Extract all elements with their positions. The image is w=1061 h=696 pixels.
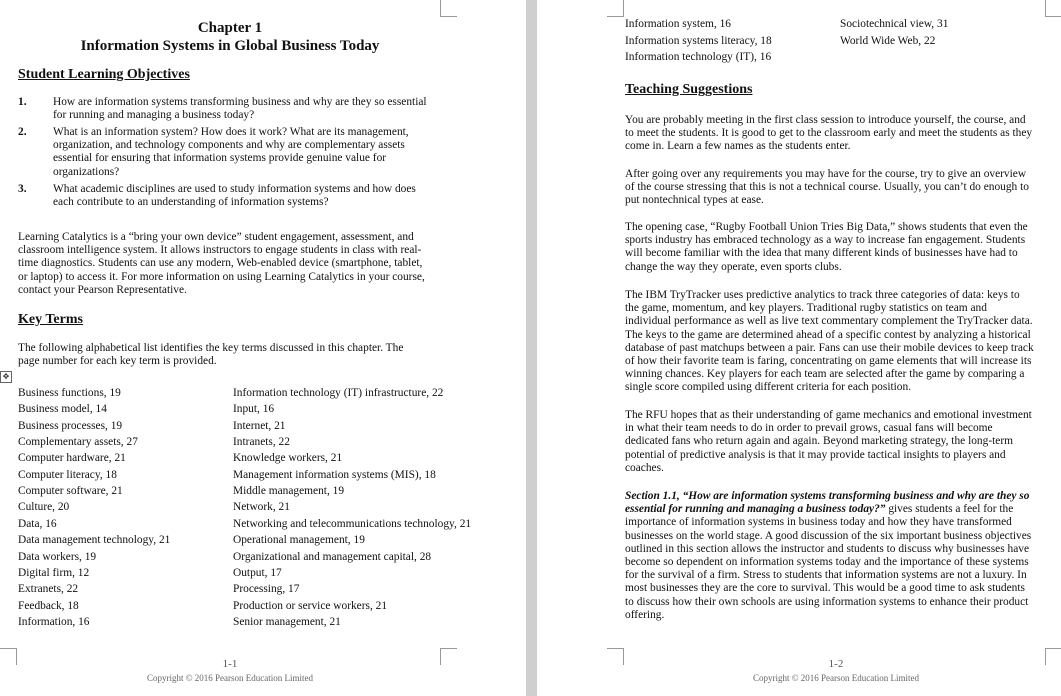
text-line: essential for ensuring that information systems provide genuine value for [53,152,387,165]
key-term: Management information systems (MIS), 18 [233,468,436,481]
margin-corner-mark [0,0,16,16]
text-fragment: gives students a feel for the [885,503,1014,516]
paragraph-trytracker [625,289,1050,395]
key-term: Internet, 21 [233,419,286,432]
paragraph-opening-case [625,221,1045,274]
text-line: contact your Pearson Representative. [18,283,187,296]
text-line: winning chances. Key players for each team are selected after the game by comparing a [625,368,1025,381]
text-line: of the course stressing that this is not a technical course. Usually, you can’t do enough to [625,181,1029,194]
key-term: Data management technology, 21 [18,534,171,547]
text-line: in what their team needs to do in order to prevail grows, casual fans will become [625,422,993,435]
text-line: classroom intelligence system. It allows instructors to engage students in class with real- [18,244,422,257]
paragraph-section-1-1 [625,490,1050,622]
key-term: Data workers, 19 [18,550,97,563]
table-move-handle-icon[interactable]: ✥ [0,371,12,383]
key-term: Business functions, 19 [18,387,121,399]
text-line: the game, momentum, and key players. Traditional rugby statistics on team and [625,302,987,315]
key-term: Information, 16 [18,615,90,628]
key-term: Sociotechnical view, 31 [840,18,949,30]
text-line: to discuss how their own schools are using information systems to enhance their product [625,595,1029,608]
objective-number: 1. [18,96,27,108]
key-term: Information systems literacy, 18 [625,34,772,47]
text-line: The RFU hopes that as their understanding of game mechanics and emotional investment [625,409,1032,421]
objective-number: 3. [18,183,27,195]
text-line: of how their favorite team is faring, concentrating on game elements that will increase its [625,355,1032,368]
text-line: each contribute to an understanding of information systems? [53,196,329,209]
text-line: The following alphabetical list identifies the key terms discussed in this chapter. The [18,342,404,354]
key-term: Computer software, 21 [18,485,123,498]
key-term: Intranets, 22 [233,436,290,449]
document-page-1 [0,0,526,696]
copyright-footer: Copyright © 2016 Pearson Education Limited [146,673,314,683]
key-term: Data, 16 [18,517,57,530]
key-term: Business processes, 19 [18,419,123,432]
objective-number: 2. [18,126,27,138]
objective-text [53,96,443,122]
text-line: individual performance as well as live text commentary complement the TryTracker data. [625,315,1033,328]
text-line: time diagnostics. Students can use any modern, Web-enabled device (smartphone, tablet, [18,257,423,270]
text-line: The IBM TryTracker uses predictive analytics to track three categories of data: keys to [625,289,1020,301]
text-line: organizations? [53,165,120,178]
key-term: Middle management, 19 [233,485,345,498]
paragraph-intro [625,114,1045,154]
key-term: Business model, 14 [18,403,107,416]
key-term: Extranets, 22 [18,583,79,596]
key-term: Information system, 16 [625,18,731,30]
objectives-heading: Student Learning Objectives [18,67,190,82]
text-line: come in. Learn a few names as the students enter. [625,140,851,153]
text-line: put nontechnical types at ease. [625,194,764,207]
key-term: Processing, 17 [233,583,300,596]
key-term: Organizational and management capital, 28 [233,550,432,563]
text-line: to meet the students. It is good to get to the classroom early and meet the students as they [625,127,1033,140]
teaching-suggestions-heading: Teaching Suggestions [625,82,753,97]
key-terms-heading: Key Terms [18,312,83,327]
key-term: Feedback, 18 [18,599,79,612]
key-term: World Wide Web, 22 [840,34,936,47]
text-line: businesses on the world stage. A good discussion of the six important business objectives [625,529,1032,542]
text-line-emphasis [625,490,1050,503]
section-reference: essential for running and managing a business today?” [625,503,886,516]
document-page-2 [537,0,1061,696]
key-term: Complementary assets, 27 [18,436,138,449]
key-term: Senior management, 21 [233,615,341,628]
text-line: How are information systems transforming business and why are they so essential [53,96,427,108]
page-number: 1-1 [222,658,238,670]
key-term: Information technology (IT) infrastructure, 22 [233,387,444,399]
text-line: potential of predictive analysis is that it may provide tactical insights to players and [625,448,1006,461]
text-line: for running and managing a business today? [53,109,255,122]
text-line: outlined in this section allows the instructor and students to discuss why businesses have [625,542,1030,555]
key-term: Culture, 20 [18,501,70,514]
key-term: Network, 21 [233,501,290,514]
text-line: or laptop) to access it. For more information on using Learning Catalytics in your course, [18,270,425,283]
paragraph-rfu [625,409,1045,475]
text-line: most businesses they are the core to survival. This would be a good time to ask students [625,582,1025,595]
text-line: change the way they operate, even sports clubs. [625,260,842,273]
learning-catalytics-paragraph [18,231,438,297]
key-term: Networking and telecommunications technology, 21 [233,517,472,530]
text-line: dedicated fans who return again and again. Beyond marketing strategy, the long-term [625,435,1013,448]
text-line: You are probably meeting in the first class session to introduce yourself, the course, and [625,114,1026,126]
key-term: Information technology (IT), 16 [625,51,772,63]
text-line: The keys to the game are determined ahead of a specific contest by analyzing a historical [625,328,1031,341]
margin-corner-mark [440,0,457,17]
text-line: page number for each key term is provided. [18,355,217,368]
text-line-emphasis [625,503,1050,516]
key-term: Operational management, 19 [233,534,365,547]
text-line: will become familiar with the idea that many different kinds of businesses have had to [625,247,1018,260]
section-reference: Section 1.1, “How are information systems transforming business and why are they so [625,490,1030,502]
key-term: Computer literacy, 18 [18,468,117,481]
text-line: Learning Catalytics is a “bring your own device” student engagement, assessment, and [18,231,414,243]
key-term: Computer hardware, 21 [18,452,126,465]
margin-corner-mark [1045,0,1061,17]
chapter-label: Chapter 1 [197,20,263,36]
text-line: The opening case, “Rugby Football Union Tries Big Data,” shows students that even the [625,221,1028,233]
margin-corner-mark [607,0,624,17]
objective-text [53,126,443,179]
text-line: for the survival of a firm. Stress to students that information systems are not a luxury. In [625,569,1027,582]
page-number: 1-2 [828,658,844,670]
text-line: After going over any requirements you may have for the course, try to give an overview [625,168,1027,180]
text-line: organization, and technology components and why are complementary assets [53,139,405,152]
key-term: Knowledge workers, 21 [233,452,343,465]
chapter-title: Information Systems in Global Business Today [80,38,380,54]
paragraph-overview [625,168,1045,208]
text-line: What academic disciplines are used to study information systems and how does [53,183,416,195]
text-line: sports industry has embraced technology as a way to increase fan engagement. Students [625,234,1026,247]
copyright-footer: Copyright © 2016 Pearson Education Limited [752,673,920,683]
key-term: Digital firm, 12 [18,566,90,579]
key-term: Input, 16 [233,403,275,416]
text-line: offering. [625,608,665,621]
objective-text [53,183,443,209]
text-line: importance of information systems in business today and how they have transformed [625,516,1012,529]
text-line: coaches. [625,461,664,474]
key-terms-intro [18,342,438,368]
text-line: database of past matchups between a pair. Fans can use their mobile devices to keep track [625,341,1034,354]
text-line: single score compiled using different criteria for each position. [625,381,912,394]
text-line: become so dependent on information systems today and the importance of these systems [625,556,1029,569]
key-term: Production or service workers, 21 [233,599,388,612]
key-term: Output, 17 [233,566,282,579]
text-line: What is an information system? How does it work? What are its management, [53,126,409,138]
